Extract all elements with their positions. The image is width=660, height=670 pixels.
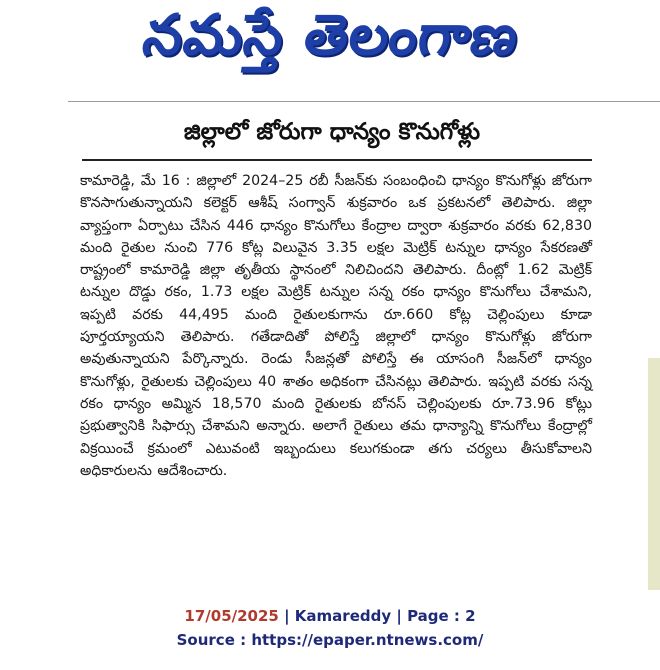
- masthead-divider: [68, 101, 660, 102]
- footer-page: Page : 2: [407, 607, 476, 625]
- footer-meta: [0, 607, 660, 625]
- newspaper-masthead: నమస్తే తెలంగాణ: [138, 2, 523, 68]
- footer-location: Kamareddy: [294, 607, 392, 625]
- footer-source: Source : https://epaper.ntnews.com/: [176, 631, 484, 649]
- footer-separator: |: [391, 607, 408, 625]
- article-body: కామారెడ్డి, మే 16 : జిల్లాలో 2024–25 రబీ సీజన్‌కు సంబంధించి ధాన్యం కొనుగోళ్లు జోరుగా కొనసాగుతున్నాయని కలెక్టర్ ఆశీష్ సంగ్వాన్ శుక్రవారం ఒక ప్రకటనలో తెలిపారు. జిల్లా వ్యాప్తంగా ఏర్పాటు చేసిన 446 ధాన్యం కొనుగోలు కేంద్రాల ద్వారా శుక్రవారం వరకు 62,830 మంది రైతుల నుంచి 776 కోట్ల విలువైన 3.35 లక్షల మెట్రిక్ టన్నుల ధాన్యం సేకరణతో రాష్ట్రంలో కామారెడ్డి జిల్లా తృతీయ స్థానంలో నిలిచిందని తెలిపారు. దీంట్లో 1.62 మెట్రిక్ టన్నుల దొడ్డు రకం, 1.73 లక్షల మెట్రిక్ టన్నుల సన్న రకం ధాన్యం కొనుగోలు చేశామని, ఇప్పటి వరకు 44,495 మంది రైతులకుగాను రూ.660 కోట్ల చెల్లింపులు కూడా పూర్తయ్యాయని తెలిపారు. గతేడాదితో పోలిస్తే జిల్లాలో ధాన్యం కొనుగోళ్లు జోరుగా అవుతున్నాయని పేర్కొన్నారు. రెండు సీజన్లతో పోలిస్తే ఈ యాసంగి సీజన్‌లో ధాన్యం కొనుగోళ్లు, రైతులకు చెల్లింపులు 40 శాతం అధికంగా చేసినట్లు తెలిపారు. ఇప్పటి వరకు సన్న రకం ధాన్యం అమ్మిన 18,570 మంది రైతులకు బోనస్ చెల్లింపులకు రూ.73.96 కోట్లు ప్రభుత్వానికి సిఫార్సు చేశామని అన్నారు. అలాగే రైతులు తమ ధాన్యాన్ని కొనుగోలు కేంద్రాల్లో విక్రయించే క్రమంలో ఎటువంటి ఇబ్బందులు కలుగకుండా తగు చర్యలు తీసుకోవాలని అధికారులను ఆదేశించారు.: [80, 173, 592, 479]
- headline-divider: [82, 159, 592, 161]
- footer-date: 17/05/2025: [184, 607, 279, 625]
- article-clipping: [72, 113, 592, 591]
- article-headline: జిల్లాలో జోరుగా ధాన్యం కొనుగోళ్లు: [183, 119, 481, 145]
- adjacent-clipping-edge: [648, 358, 660, 590]
- footer-separator: |: [278, 607, 295, 625]
